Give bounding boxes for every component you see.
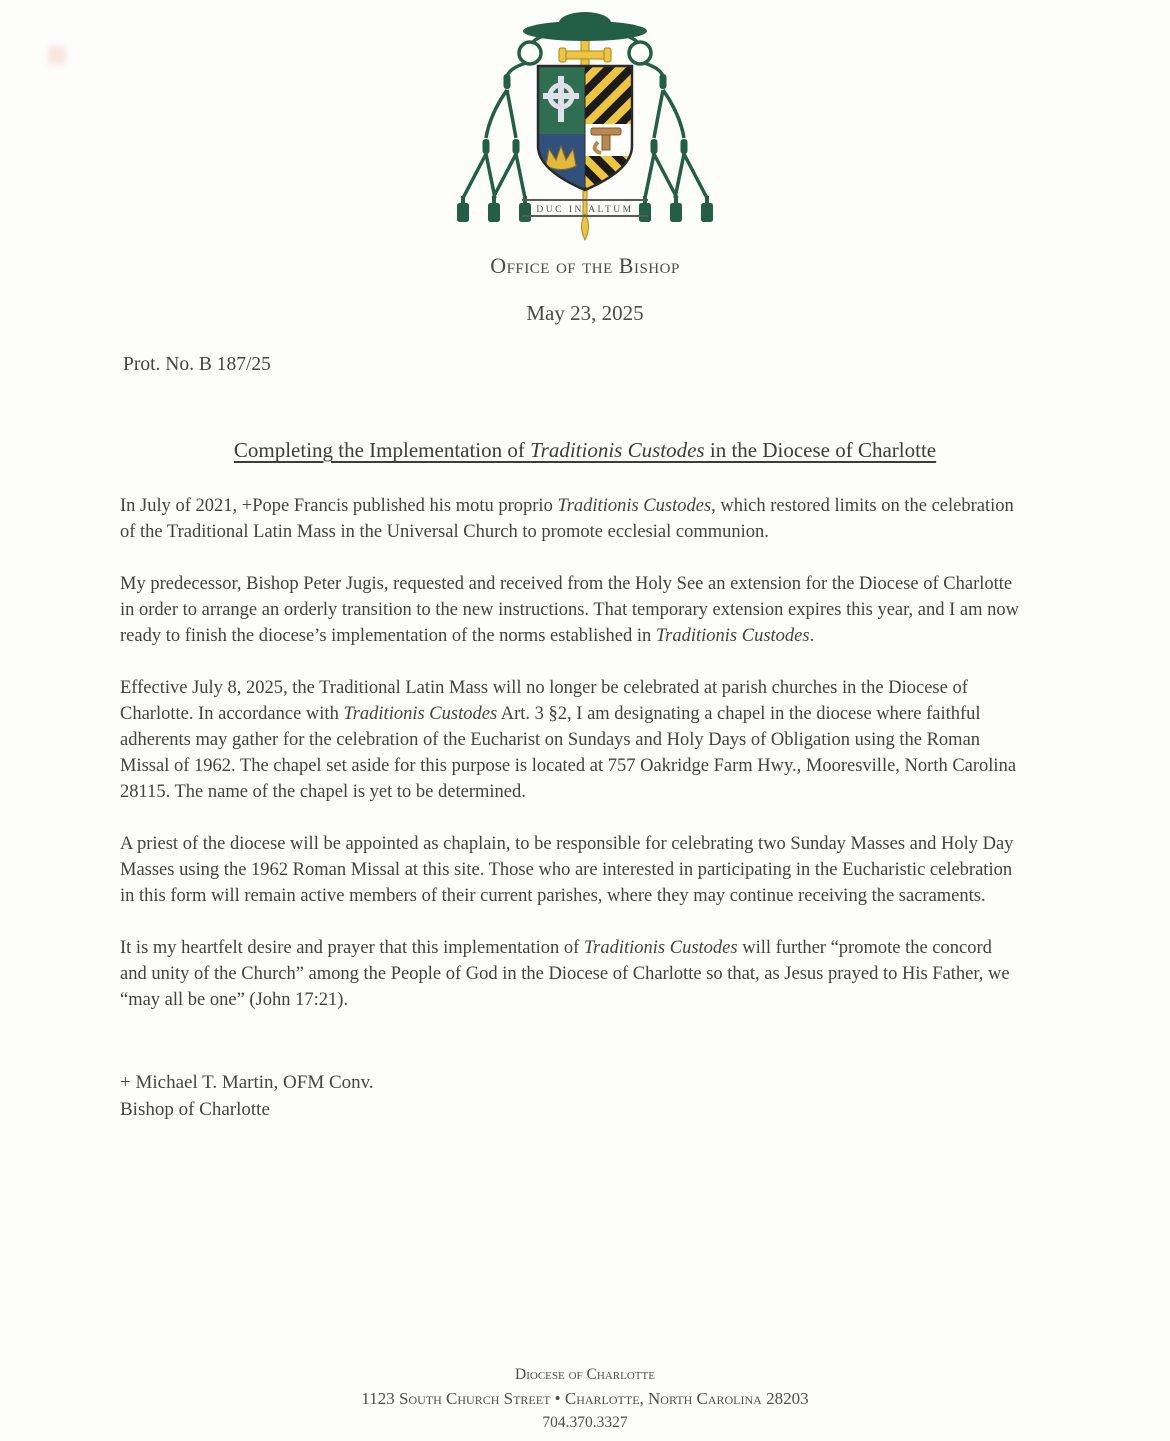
paragraph-4: A priest of the diocese will be appointed as chaplain, to be responsible for celebrating two Sunday Masses and Holy Day Masses using the 1962 Roman Missal at this site. Those who are interested in participating in the Eucharistic celebration in this form will remain active members of their current parishes, where they may continue receiving the sacraments. — [120, 834, 1014, 906]
paragraph-5: It is my heartfelt desire and prayer that this implementation of Traditionis Custodes will further “promote the concord and unity of the Church” among the People of God in the Diocese of Charlotte so that, as Jesus prayed to His Father, we “may all be one” (John 17:21). — [120, 938, 1010, 1010]
letterhead — [0, 0, 1170, 247]
letter-title: Completing the Implementation of Traditionis Custodes in the Diocese of Charlotte — [233, 438, 937, 462]
scan-artifact — [48, 46, 66, 64]
signature-role: Bishop of Charlotte — [120, 1099, 270, 1120]
office-heading: Office of the Bishop — [490, 253, 680, 278]
letter-date: May 23, 2025 — [526, 301, 644, 325]
protocol-number: Prot. No. B 187/25 — [123, 354, 271, 375]
signature-name: + Michael T. Martin, OFM Conv. — [120, 1072, 374, 1093]
signature-block — [120, 1069, 1170, 1123]
letter-body — [120, 493, 1022, 1013]
footer-phone: 704.370.3327 — [542, 1413, 628, 1431]
letter-footer — [0, 1364, 1170, 1434]
paragraph-3: Effective July 8, 2025, the Traditional Latin Mass will no longer be celebrated at parish churches in the Diocese of Charlotte. In accordance with Traditionis Custodes Art. 3 §2, I am designating a chapel in the diocese where faithful adherents may gather for the celebration of the Eucharist on Sundays and Holy Days of Obligation using the Roman Missal of 1962. The chapel set aside for this purpose is located at 757 Oakridge Farm Hwy., Mooresville, North Carolina 28115. The name of the chapel is yet to be determined. — [120, 678, 1017, 802]
paragraph-2: My predecessor, Bishop Peter Jugis, requested and received from the Holy See an extension for the Diocese of Charlotte in order to arrange an orderly transition to the new instructions. That temporary extension expires this year, and I am now ready to finish the diocese’s implementation of the norms established in Traditionis Custodes. — [120, 574, 1019, 646]
footer-org: Diocese of Charlotte — [515, 1366, 655, 1384]
footer-address: 1123 South Church Street • Charlotte, North Carolina 28203 — [361, 1388, 809, 1408]
paragraph-1: In July of 2021, +Pope Francis published his motu proprio Traditionis Custodes, which restored limits on the celebration of the Traditional Latin Mass in the Universal Church to promote ecclesial communion. — [120, 496, 1014, 542]
bishop-coat-of-arms-icon — [450, 6, 720, 242]
crest-motto: DUC IN ALTUM — [536, 205, 634, 215]
